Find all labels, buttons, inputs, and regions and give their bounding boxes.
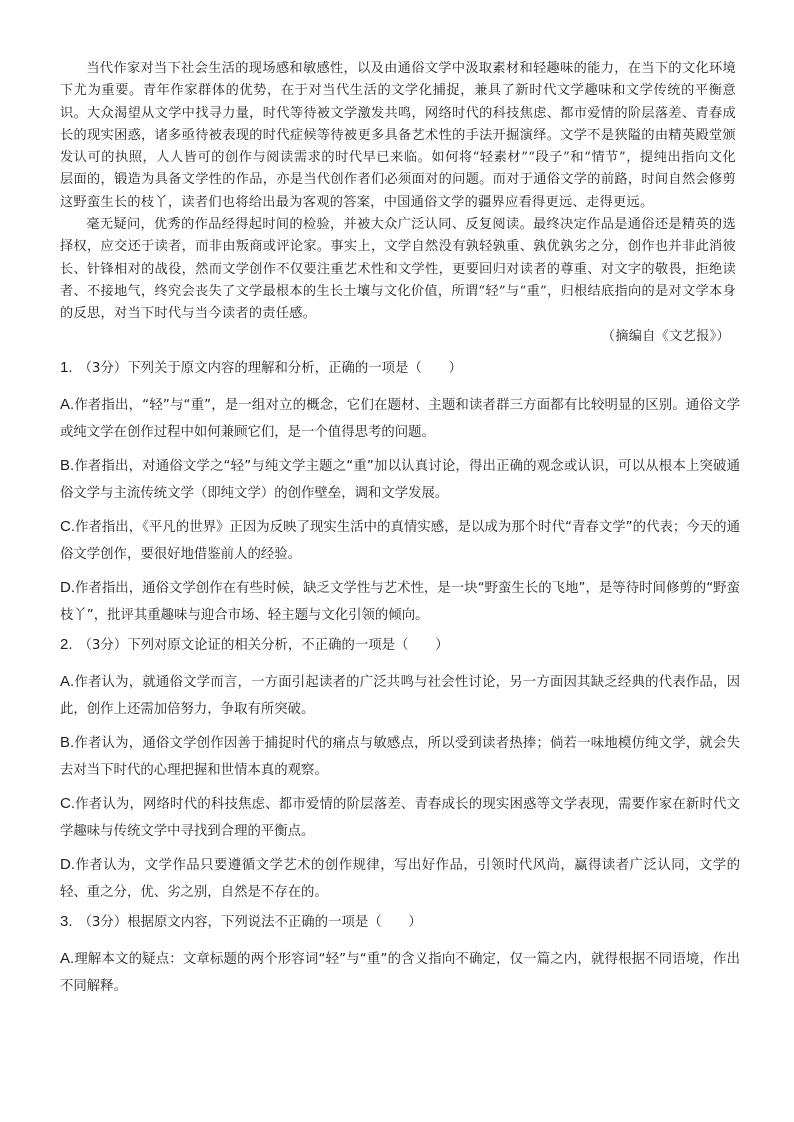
passage-paragraph-1: 当代作家对当下社会生活的现场感和敏感性，以及由通俗文学中汲取素材和轻趣味的能力，在当下的文化环境下尤为重要。青年作家群体的优势，在于对当代生活的文学化捕捉，兼具了新时代文学趣味和文学传统的平衡意识。大众渴望从文学中找寻力量，时代等待被文学激发共鸣，网络时代的科技焦虑、都市爱情的阶层落差、青春成长的现实困惑，诸多亟待被表现的时代症候等待被更多具备艺术性的手法开掘演绎。文学不是狭隘的由精英殿堂颁发认可的执照，人人皆可的创作与阅读需求的时代早已来临。如何将“轻素材”“段子”和“情节”，提纯出指向文化层面的，锻造为具备文学性的作品，亦是当代创作者们必须面对的问题。而对于通俗文学的前路，时间自然会修剪这野蛮生长的枝丫，读者们也将给出最为客观的答案，中国通俗文学的疆界应看得更远、走得更远。 [60, 61, 736, 210]
question-list [60, 358, 740, 1006]
option-text: 作者指出，通俗文学创作在有些时候，缺乏文学性与艺术性，是一块“野蛮生长的飞地”，是等待时间修剪的“野蛮枝丫”，批评其重趣味与迎合市场、轻主题与文化引领的倾向。 [60, 581, 740, 623]
question-2 [60, 635, 740, 906]
option-letter: C. [60, 518, 75, 535]
option-a [60, 391, 740, 446]
option-c [60, 513, 740, 568]
question-3 [60, 912, 740, 1000]
option-letter: B. [60, 457, 75, 474]
option-letter: D. [60, 579, 75, 596]
option-text: 作者认为，通俗文学创作因善于捕捉时代的痛点与敏感点，所以受到读者热捧；倘若一味地模仿纯文学，就会失去对当下时代的心理把握和世情本真的观察。 [60, 736, 740, 778]
option-b [60, 729, 740, 784]
question-stem [60, 912, 740, 933]
question-stem [60, 635, 740, 656]
option-letter: C. [60, 795, 75, 812]
option-d [60, 574, 740, 629]
option-letter: A. [60, 396, 75, 413]
option-c [60, 790, 740, 845]
question-stem [60, 358, 740, 379]
reading-passage [60, 58, 736, 348]
question-1 [60, 358, 740, 629]
question-text: （3分）根据原文内容，下列说法不正确的一项是（ ） [78, 915, 422, 930]
option-b [60, 452, 740, 507]
question-text: （3分）下列关于原文内容的理解和分析，正确的一项是（ ） [78, 361, 462, 376]
option-text: 作者指出，对通俗文学之“轻”与纯文学主题之“重”加以认真讨论，得出正确的观念或认识，可以从根本上突破通俗文学与主流传统文学（即纯文学）的创作壁垒，调和文学发展。 [60, 459, 740, 501]
question-number: 1. [60, 359, 73, 376]
passage-source: （摘编自《文艺报》） [601, 328, 730, 344]
option-text: 作者认为，网络时代的科技焦虑、都市爱情的阶层落差、青春成长的现实困惑等文学表现，需要作家在新时代文学趣味与传统文学中寻找到合理的平衡点。 [60, 797, 740, 839]
option-a [60, 668, 740, 723]
option-letter: B. [60, 734, 75, 751]
option-text: 理解本文的疑点：文章标题的两个形容词“轻”与“重”的含义指向不确定，仅一篇之内，就得根据不同语境，作出不同解释。 [60, 952, 740, 994]
question-text: （3分）下列对原文论证的相关分析，不正确的一项是（ ） [78, 638, 449, 653]
option-a [60, 945, 740, 1000]
option-text: 作者指出，《平凡的世界》正因为反映了现实生活中的真情实感，是以成为那个时代“青春文学”的代表；今天的通俗文学创作，要很好地借鉴前人的经验。 [60, 520, 740, 562]
option-text: 作者指出，“轻”与“重”，是一组对立的概念，它们在题材、主题和读者群三方面都有比较明显的区别。通俗文学或纯文学在创作过程中如何兼顾它们，是一个值得思考的问题。 [60, 398, 740, 440]
option-letter: A. [60, 673, 75, 690]
option-text: 作者认为，文学作品只要遵循文学艺术的创作规律，写出好作品，引领时代风尚，赢得读者广泛认同，文学的轻、重之分，优、劣之别，自然是不存在的。 [60, 858, 740, 900]
passage-paragraph-2: 毫无疑问，优秀的作品经得起时间的检验，并被大众广泛认同、反复阅读。最终决定作品是通俗还是精英的选择权，应交还于读者，而非由叛商或评论家。事实上，文学自然没有孰轻孰重、孰优孰劣之分，创作也并非此消彼长、针锋相对的战役，然而文学创作不仅要注重艺术性和文学性，更要回归对读者的尊重、对文字的敬畏，拒绝读者、不接地气，终究会丧失了文学最根本的生长土壤与文化价值，所谓“轻”与“重”，归根结底指向的是对文学本身的反思，对当下时代与当今读者的责任感。 [60, 217, 736, 322]
option-d [60, 851, 740, 906]
option-letter: A. [60, 950, 75, 967]
option-text: 作者认为，就通俗文学而言，一方面引起读者的广泛共鸣与社会性讨论，另一方面因其缺乏经典的代表作品，因此，创作上还需加倍努力，争取有所突破。 [60, 675, 740, 717]
question-number: 3. [60, 913, 73, 930]
option-letter: D. [60, 856, 75, 873]
question-number: 2. [60, 636, 73, 653]
